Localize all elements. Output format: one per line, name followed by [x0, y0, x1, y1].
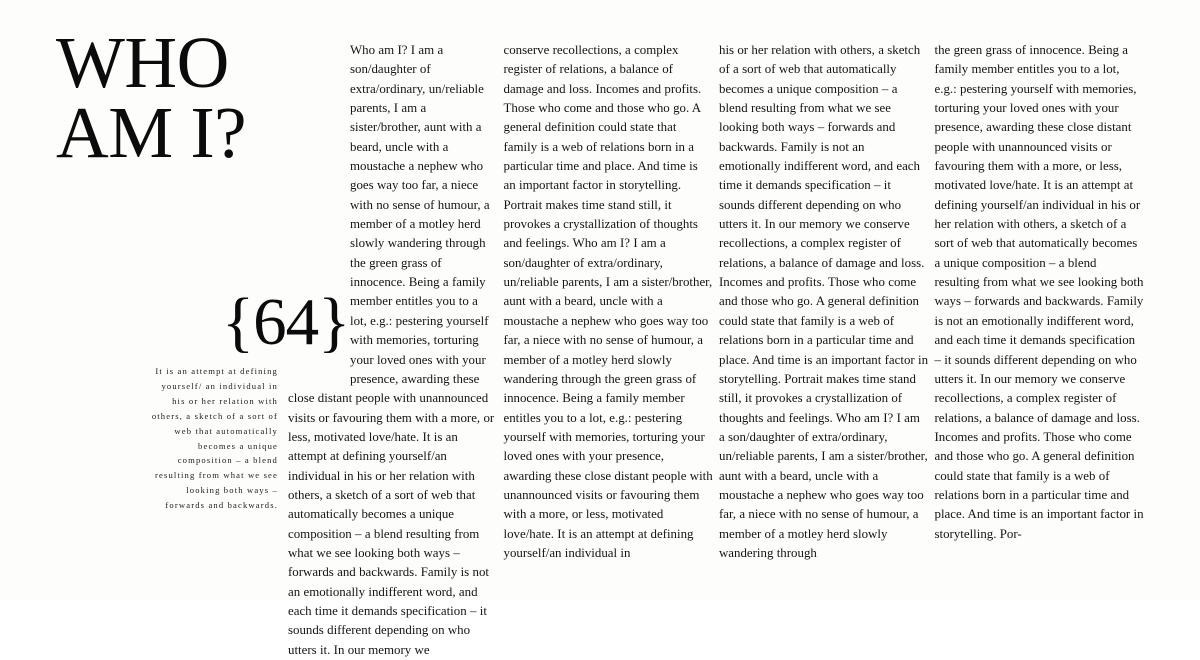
body-column-3 [719, 41, 929, 560]
body-column-1-text: Who am I? I am a son/daughter of extra/ordinary, un/reliable parents, I am a sister/brother, aunt with a beard, uncle with a moustache a nephew who goes way too far, a niece with no sense of humour, a member of a motley herd slowly wandering through the green grass of innocence. Being a family member entitles you to a lot, e.g.: pestering yourself with memories, torturing your loved ones with your presence, awarding these close distant people with unannounced visits or favouring them with a more, or less, motivated love/hate. It is an attempt at defining yourself/an individual in his or her relation with others, a sketch of a sort of web that automatically becomes a unique composition – a blend resulting from what we see looking both ways – forwards and backwards. Family is not an emotionally indifferent word, and each time it demands specification – it sounds different depending on who utters it. In our memory we [288, 43, 495, 657]
folio-text-wrap-shim [288, 292, 350, 389]
page-title-line-2: AM I? [56, 92, 247, 174]
body-column-2 [503, 41, 714, 560]
masthead [56, 22, 286, 174]
body-columns [288, 41, 1144, 657]
body-column-4-text: the green grass of innocence. Being a family member entitles you to a lot, e.g.: pestering yourself with memories, torturing your loved ones with your presence, awarding these close distant people with unannounced visits or favouring them with a more, or less, motivated love/hate. It is an attempt at defining yourself/an individual in his or her relation with others, a sketch of a sort of web that automatically becomes a unique composition – a blend resulting from what we see looking both ways – forwards and backwards. Family is not an emotionally indifferent word, and each time it demands specification – it sounds different depending on who utters it. In our memory we conserve recollections, a complex register of relations, a balance of damage and loss. Incomes and profits. Those who come and those who go. A general definition could state that family is a web of relations born in a particular time and place. And time is an important factor in storytelling. Por- [934, 43, 1144, 541]
body-column-4 [935, 41, 1145, 551]
page-title [56, 22, 286, 174]
folio-number: {64} [222, 285, 350, 359]
page-title-line-1: WHO [56, 22, 229, 103]
body-column-1 [288, 41, 498, 657]
body-column-3-text: his or her relation with others, a sketch of a sort of web that automatically becomes a unique composition – a blend resulting from what we see looking both ways – forwards and backwards. Family is not an emotionally indifferent word, and each time it demands specification – it sounds different depending on who utters it. In our memory we conserve recollections, a complex register of relations, a balance of damage and loss. Incomes and profits. Those who come and those who go. A general definition could state that family is a web of relations born in a particular time and place. And time is an important factor in storytelling. Portrait makes time stand still, it provokes a crystallization of thoughts and feelings. Who am I? I am a son/daughter of extra/ordinary, un/reliable parents, I am a sister/brother, aunt with a beard, uncle with a moustache a nephew who goes way too far, a niece with no sense of humour, a member of a motley herd slowly wandering through [719, 43, 929, 560]
pull-quote-caption: It is an attempt at defining yourself/ an individual in his or her relation with others, a sketch of a sort of web that automatically becomes a unique composition – a blend resulting from what we see looking both ways – forwards and backwards. [151, 366, 278, 511]
body-column-2-text: conserve recollections, a complex register of relations, a balance of damage and loss. Incomes and profits. Those who come and those who go. A general definition could state that family is a web of relations born in a particular time and place. And time is an important factor in storytelling. Portrait makes time stand still, it provokes a crystallization of thoughts and feelings. Who am I? I am a son/daughter of extra/ordinary, un/reliable parents, I am a sister/brother, aunt with a beard, uncle with a moustache a nephew who goes way too far, a niece with no sense of humour, a member of a motley herd slowly wandering through the green grass of innocence. Being a family member entitles you to a lot, e.g.: pestering yourself with memories, torturing your loved ones with your presence, awarding these close distant people with unannounced visits or favouring them with a more, or less, motivated love/hate. It is an attempt at defining yourself/an individual in [503, 43, 713, 560]
